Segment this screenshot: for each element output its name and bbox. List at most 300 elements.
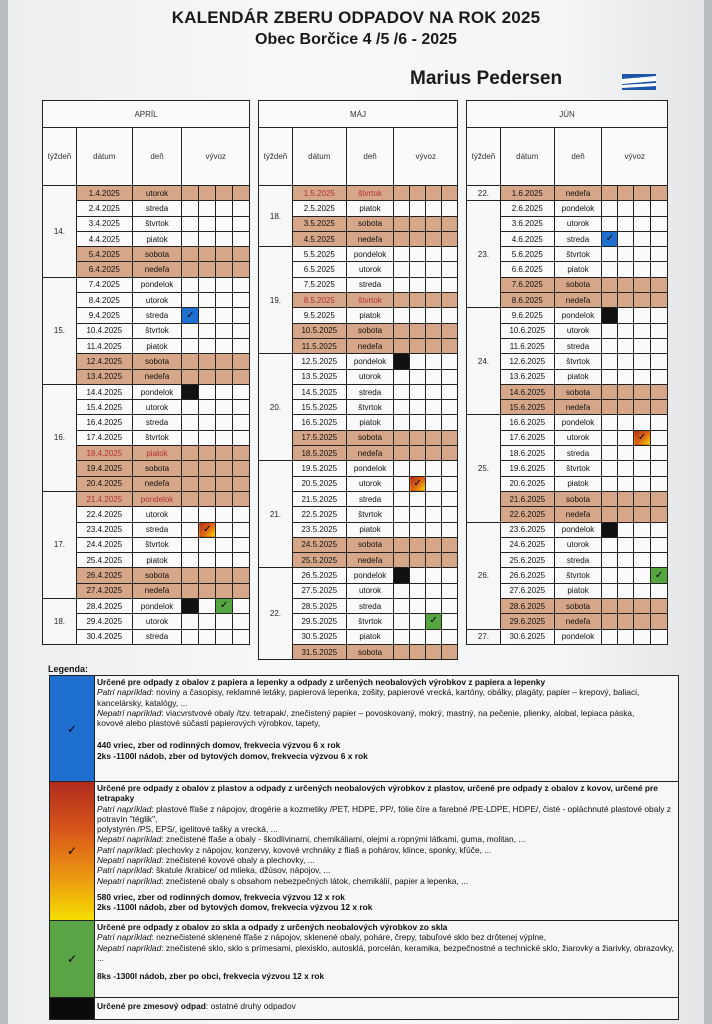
day-cell: sobota: [346, 216, 394, 231]
mixed-waste-marker: [182, 384, 199, 399]
collection-cell: [233, 308, 250, 323]
collection-cell: [182, 446, 199, 461]
collection-cell: [426, 553, 442, 568]
day-cell: nedeľa: [132, 476, 182, 491]
collection-cell: [634, 354, 651, 369]
date-cell: 10.6.2025: [500, 323, 554, 338]
date-cell: 22.6.2025: [500, 507, 554, 522]
collection-cell: [442, 262, 458, 277]
collection-cell: [410, 583, 426, 598]
collection-cell: [182, 277, 199, 292]
date-cell: 2.5.2025: [292, 201, 346, 216]
collection-cell: [426, 354, 442, 369]
date-cell: 21.6.2025: [500, 491, 554, 506]
day-cell: piatok: [346, 201, 394, 216]
date-cell: 3.5.2025: [292, 216, 346, 231]
date-cell: 1.5.2025: [292, 186, 346, 201]
collection-cell: [602, 415, 618, 430]
day-cell: streda: [132, 522, 182, 537]
day-cell: streda: [346, 384, 394, 399]
collection-cell: [618, 384, 634, 399]
collection-cell: [651, 614, 668, 629]
collection-cell: [233, 201, 250, 216]
collection-cell: [426, 537, 442, 552]
collection-cell: [634, 323, 651, 338]
collection-cell: [182, 491, 199, 506]
date-cell: 20.4.2025: [76, 476, 132, 491]
collection-cell: [182, 369, 199, 384]
date-cell: 13.5.2025: [292, 369, 346, 384]
collection-cell: [394, 461, 410, 476]
collection-cell: [199, 384, 216, 399]
day-cell: sobota: [346, 537, 394, 552]
collection-cell: [634, 537, 651, 552]
glass-collection-marker: [216, 599, 233, 614]
collection-cell: [634, 629, 651, 644]
collection-cell: [618, 338, 634, 353]
collection-cell: [426, 216, 442, 231]
collection-cell: [233, 430, 250, 445]
date-cell: 21.5.2025: [292, 491, 346, 506]
day-cell: pondelok: [346, 568, 394, 583]
collection-cell: [199, 201, 216, 216]
collection-cell: [442, 522, 458, 537]
day-cell: streda: [132, 629, 182, 644]
check-icon: ✓: [654, 569, 664, 581]
collection-cell: [602, 369, 618, 384]
collection-cell: [182, 629, 199, 644]
collection-cell: [410, 461, 426, 476]
collection-cell: [410, 553, 426, 568]
day-cell: nedeľa: [554, 614, 602, 629]
collection-cell: [216, 537, 233, 552]
plastic-heading: Určené pre odpady z obalov z plastov a odpady z určených neobalových výrobkov z plastov, určené pre odpady z obalov z kovov, určené pre tetrapaky: [97, 783, 658, 804]
collection-cell: [442, 629, 458, 644]
collection-cell: [182, 216, 199, 231]
collection-cell: [394, 231, 410, 246]
date-cell: 25.6.2025: [500, 553, 554, 568]
collection-cell: [216, 354, 233, 369]
table-row: [467, 629, 668, 644]
collection-cell: [442, 461, 458, 476]
collection-cell: [602, 247, 618, 262]
collection-cell: [426, 338, 442, 353]
collection-cell: [634, 446, 651, 461]
collection-cell: [394, 644, 410, 659]
glass-collection-marker: [426, 614, 442, 629]
calendar-april: [42, 100, 250, 645]
collection-cell: [651, 262, 668, 277]
collection-cell: [602, 354, 618, 369]
day-cell: streda: [554, 231, 602, 246]
collection-cell: [233, 384, 250, 399]
collection-cell: [602, 629, 618, 644]
collection-cell: [602, 446, 618, 461]
collection-cell: [634, 476, 651, 491]
collection-cell: [233, 277, 250, 292]
collection-cell: [199, 308, 216, 323]
collection-cell: [182, 186, 199, 201]
collection-cell: [618, 537, 634, 552]
collection-cell: [618, 262, 634, 277]
collection-cell: [216, 491, 233, 506]
day-cell: utorok: [554, 323, 602, 338]
collection-cell: [634, 216, 651, 231]
collection-cell: [634, 461, 651, 476]
collection-cell: [182, 262, 199, 277]
day-cell: streda: [132, 201, 182, 216]
week-number: 27.: [467, 629, 501, 644]
collection-cell: [634, 400, 651, 415]
page-subtitle: Obec Borčice 4 /5 /6 - 2025: [255, 31, 457, 48]
collection-cell: [182, 568, 199, 583]
date-cell: 9.5.2025: [292, 308, 346, 323]
legend-row-mixed: Určené pre zmesový odpad: ostatné druhy odpadov: [50, 998, 678, 1019]
collection-cell: [602, 201, 618, 216]
month-name: JÚN: [467, 101, 668, 128]
week-number: 17.: [43, 491, 77, 598]
collection-cell: [394, 323, 410, 338]
collection-cell: [442, 491, 458, 506]
date-cell: 29.6.2025: [500, 614, 554, 629]
collection-cell: [233, 369, 250, 384]
date-cell: 6.4.2025: [76, 262, 132, 277]
collection-cell: [233, 354, 250, 369]
collection-cell: [651, 201, 668, 216]
day-cell: nedeľa: [346, 338, 394, 353]
collection-cell: [426, 293, 442, 308]
week-number: 15.: [43, 277, 77, 384]
day-cell: sobota: [132, 461, 182, 476]
collection-cell: [426, 461, 442, 476]
table-row: [43, 277, 250, 292]
table-row: [259, 568, 458, 583]
collection-cell: [618, 583, 634, 598]
day-cell: štvrtok: [346, 293, 394, 308]
collection-cell: [216, 400, 233, 415]
day-cell: štvrtok: [346, 186, 394, 201]
date-cell: 15.4.2025: [76, 400, 132, 415]
collection-cell: [199, 553, 216, 568]
week-number: 19.: [259, 247, 293, 354]
collection-cell: [442, 614, 458, 629]
collection-cell: [602, 614, 618, 629]
collection-cell: [651, 507, 668, 522]
date-cell: 6.6.2025: [500, 262, 554, 277]
day-cell: piatok: [346, 629, 394, 644]
collection-cell: [442, 644, 458, 659]
collection-cell: [394, 216, 410, 231]
collection-cell: [182, 338, 199, 353]
column-week: týždeň: [259, 128, 293, 186]
table-row: [259, 461, 458, 476]
date-cell: 24.5.2025: [292, 537, 346, 552]
day-cell: pondelok: [554, 308, 602, 323]
collection-cell: [394, 629, 410, 644]
date-cell: 5.6.2025: [500, 247, 554, 262]
collection-cell: [182, 476, 199, 491]
glass-collection-marker: [651, 568, 668, 583]
collection-cell: [602, 293, 618, 308]
day-cell: sobota: [554, 491, 602, 506]
collection-cell: [618, 323, 634, 338]
date-cell: 4.6.2025: [500, 231, 554, 246]
day-cell: utorok: [346, 583, 394, 598]
day-cell: štvrtok: [132, 537, 182, 552]
collection-cell: [233, 599, 250, 614]
date-cell: 24.6.2025: [500, 537, 554, 552]
column-date: dátum: [292, 128, 346, 186]
table-row: [43, 186, 250, 201]
plastic-collection-marker: [634, 430, 651, 445]
column-day: deň: [554, 128, 602, 186]
collection-cell: [199, 338, 216, 353]
collection-cell: [618, 293, 634, 308]
week-number: 22.: [259, 568, 293, 660]
column-collection: vývoz: [602, 128, 668, 186]
day-cell: pondelok: [132, 384, 182, 399]
collection-cell: [442, 446, 458, 461]
day-cell: pondelok: [346, 461, 394, 476]
day-cell: utorok: [346, 369, 394, 384]
collection-cell: [199, 446, 216, 461]
date-cell: 28.5.2025: [292, 599, 346, 614]
collection-cell: [618, 446, 634, 461]
collection-cell: [426, 262, 442, 277]
collection-cell: [618, 231, 634, 246]
date-cell: 1.4.2025: [76, 186, 132, 201]
day-cell: streda: [554, 553, 602, 568]
collection-cell: [394, 293, 410, 308]
day-cell: pondelok: [554, 522, 602, 537]
day-cell: pondelok: [346, 247, 394, 262]
collection-cell: [602, 384, 618, 399]
collection-cell: [394, 308, 410, 323]
day-cell: utorok: [554, 430, 602, 445]
collection-cell: [651, 553, 668, 568]
collection-cell: [618, 461, 634, 476]
collection-cell: [442, 537, 458, 552]
collection-cell: [634, 293, 651, 308]
collection-cell: [233, 338, 250, 353]
table-row: [467, 308, 668, 323]
day-cell: utorok: [132, 186, 182, 201]
paper-collection-marker: [182, 308, 199, 323]
legend-title: Legenda:: [48, 664, 89, 674]
date-cell: 16.5.2025: [292, 415, 346, 430]
table-row: [43, 599, 250, 614]
collection-cell: [233, 614, 250, 629]
collection-cell: [216, 247, 233, 262]
collection-cell: [426, 583, 442, 598]
collection-cell: [602, 216, 618, 231]
date-cell: 16.4.2025: [76, 415, 132, 430]
day-cell: piatok: [346, 415, 394, 430]
collection-cell: [216, 293, 233, 308]
collection-cell: [199, 415, 216, 430]
collection-cell: [634, 201, 651, 216]
collection-cell: [442, 384, 458, 399]
collection-cell: [182, 430, 199, 445]
collection-cell: [602, 186, 618, 201]
day-cell: utorok: [346, 262, 394, 277]
date-cell: 22.5.2025: [292, 507, 346, 522]
day-cell: štvrtok: [132, 323, 182, 338]
date-cell: 27.6.2025: [500, 583, 554, 598]
day-cell: sobota: [554, 384, 602, 399]
collection-cell: [651, 415, 668, 430]
day-cell: utorok: [132, 507, 182, 522]
collection-cell: [618, 308, 634, 323]
date-cell: 28.6.2025: [500, 599, 554, 614]
collection-cell: [199, 262, 216, 277]
collection-cell: [426, 415, 442, 430]
day-cell: streda: [132, 415, 182, 430]
date-cell: 23.6.2025: [500, 522, 554, 537]
check-icon: ✓: [637, 431, 647, 443]
collection-cell: [442, 247, 458, 262]
collection-cell: [442, 599, 458, 614]
collection-cell: [394, 415, 410, 430]
collection-cell: [394, 446, 410, 461]
date-cell: 23.4.2025: [76, 522, 132, 537]
collection-cell: [442, 583, 458, 598]
collection-cell: [410, 338, 426, 353]
collection-cell: [618, 277, 634, 292]
date-cell: 9.4.2025: [76, 308, 132, 323]
day-cell: štvrtok: [346, 400, 394, 415]
mixed-waste-marker: [394, 354, 410, 369]
date-cell: 1.6.2025: [500, 186, 554, 201]
day-cell: pondelok: [346, 354, 394, 369]
date-cell: 14.6.2025: [500, 384, 554, 399]
collection-cell: [602, 568, 618, 583]
date-cell: 18.6.2025: [500, 446, 554, 461]
collection-cell: [618, 400, 634, 415]
date-cell: 19.5.2025: [292, 461, 346, 476]
collection-cell: [394, 430, 410, 445]
day-cell: nedeľa: [554, 400, 602, 415]
plastic-frequency-flats: 2ks -1100l nádob, zber od bytových domov, frekvecia výzvou 12 x rok: [97, 902, 373, 913]
collection-cell: [442, 323, 458, 338]
collection-cell: [216, 583, 233, 598]
date-cell: 6.5.2025: [292, 262, 346, 277]
date-cell: 3.4.2025: [76, 216, 132, 231]
collection-cell: [651, 277, 668, 292]
collection-cell: [651, 476, 668, 491]
date-cell: 30.6.2025: [500, 629, 554, 644]
collection-cell: [426, 308, 442, 323]
collection-cell: [216, 476, 233, 491]
collection-cell: [410, 415, 426, 430]
day-cell: streda: [346, 599, 394, 614]
date-cell: 25.5.2025: [292, 553, 346, 568]
collection-cell: [394, 384, 410, 399]
week-number: 18.: [43, 599, 77, 645]
collection-cell: [410, 308, 426, 323]
date-cell: 29.5.2025: [292, 614, 346, 629]
collection-cell: [651, 537, 668, 552]
collection-cell: [651, 384, 668, 399]
collection-cell: [394, 186, 410, 201]
collection-cell: [618, 369, 634, 384]
collection-cell: [216, 614, 233, 629]
column-collection: vývoz: [182, 128, 250, 186]
collection-cell: [182, 323, 199, 338]
collection-cell: [618, 507, 634, 522]
table-row: [259, 247, 458, 262]
collection-cell: [426, 186, 442, 201]
date-cell: 5.5.2025: [292, 247, 346, 262]
day-cell: piatok: [554, 476, 602, 491]
collection-cell: [216, 308, 233, 323]
collection-cell: [426, 599, 442, 614]
collection-cell: [442, 568, 458, 583]
collection-cell: [233, 629, 250, 644]
collection-cell: [410, 430, 426, 445]
glass-heading: Určené pre odpady z obalov zo skla a odpady z určených neobalových výrobkov zo skla: [97, 922, 448, 932]
collection-cell: [634, 568, 651, 583]
collection-cell: [426, 369, 442, 384]
day-cell: nedeľa: [554, 507, 602, 522]
date-cell: 11.4.2025: [76, 338, 132, 353]
collection-cell: [182, 461, 199, 476]
column-collection: vývoz: [394, 128, 458, 186]
collection-cell: [602, 400, 618, 415]
day-cell: sobota: [346, 430, 394, 445]
date-cell: 19.6.2025: [500, 461, 554, 476]
collection-cell: [618, 629, 634, 644]
collection-cell: [410, 201, 426, 216]
day-cell: sobota: [346, 644, 394, 659]
day-cell: sobota: [132, 568, 182, 583]
date-cell: 8.4.2025: [76, 293, 132, 308]
collection-cell: [199, 354, 216, 369]
collection-cell: [199, 430, 216, 445]
collection-cell: [634, 614, 651, 629]
month-name: APRÍL: [43, 101, 250, 128]
collection-cell: [602, 553, 618, 568]
legend-row-plastic: ✓ Určené pre odpady z obalov z plastov a odpady z určených neobalových výrobkov z plastov, určené pre odpady z obalov z kovov, určené pre tetrapaky Patrí napríklad: plastové fľaše z nápojov, drogérie a kozmetiky /PET, HDPE, PP/, fólie číre a farebné /PE-LDPE, HDPE/, čisté - opláchnuté plastové obaly z potravín "téglik", polystyrén /PS, EPS/, igelitové tašky a vrecká, ... Nepatrí napríklad: znečistené fľaše a obaly - škodlivinami, chemikáliami, olejmi a ropnými látkami, guma, molitan, ... Patrí napríklad: plechovky z nápojov, konzervy, kovové vrchnáky z fliaš a pohárov, klince, sponky, kľúče, ... Nepatrí napríklad: znečistené kovové obaly a plechovky, ... Patrí napríklad: škatule /krabice/ od mlieka, džúsov, nápojov, ... Nepatrí napríklad: znečistené obaly s obsahom nebezpečných látok, chemikálií, papier a lepenka, ... 580 vriec, zber od rodinných domov, frekvecia výzvou 12 x rok 2ks -1100l nádob, zber od bytových domov, frekvecia výzvou 12 x rok: [50, 782, 678, 921]
week-number: 25.: [467, 415, 501, 522]
day-cell: nedeľa: [346, 446, 394, 461]
collection-cell: [410, 247, 426, 262]
collection-cell: [442, 293, 458, 308]
collection-cell: [216, 522, 233, 537]
calendar-june: [466, 100, 668, 645]
date-cell: 17.4.2025: [76, 430, 132, 445]
column-date: dátum: [76, 128, 132, 186]
check-icon: ✓: [186, 309, 195, 321]
collection-cell: [618, 201, 634, 216]
collection-cell: [442, 369, 458, 384]
day-cell: sobota: [132, 354, 182, 369]
paper-frequency-houses: 440 vriec, zber od rodinných domov, frekvecia výzvou 6 x rok: [97, 740, 341, 751]
day-cell: piatok: [132, 553, 182, 568]
day-cell: piatok: [132, 338, 182, 353]
collection-cell: [634, 507, 651, 522]
date-cell: 13.4.2025: [76, 369, 132, 384]
collection-cell: [426, 247, 442, 262]
collection-cell: [618, 476, 634, 491]
collection-cell: [426, 644, 442, 659]
day-cell: štvrtok: [346, 614, 394, 629]
collection-cell: [394, 491, 410, 506]
date-cell: 15.6.2025: [500, 400, 554, 415]
day-cell: piatok: [346, 522, 394, 537]
date-cell: 4.5.2025: [292, 231, 346, 246]
date-cell: 7.5.2025: [292, 277, 346, 292]
